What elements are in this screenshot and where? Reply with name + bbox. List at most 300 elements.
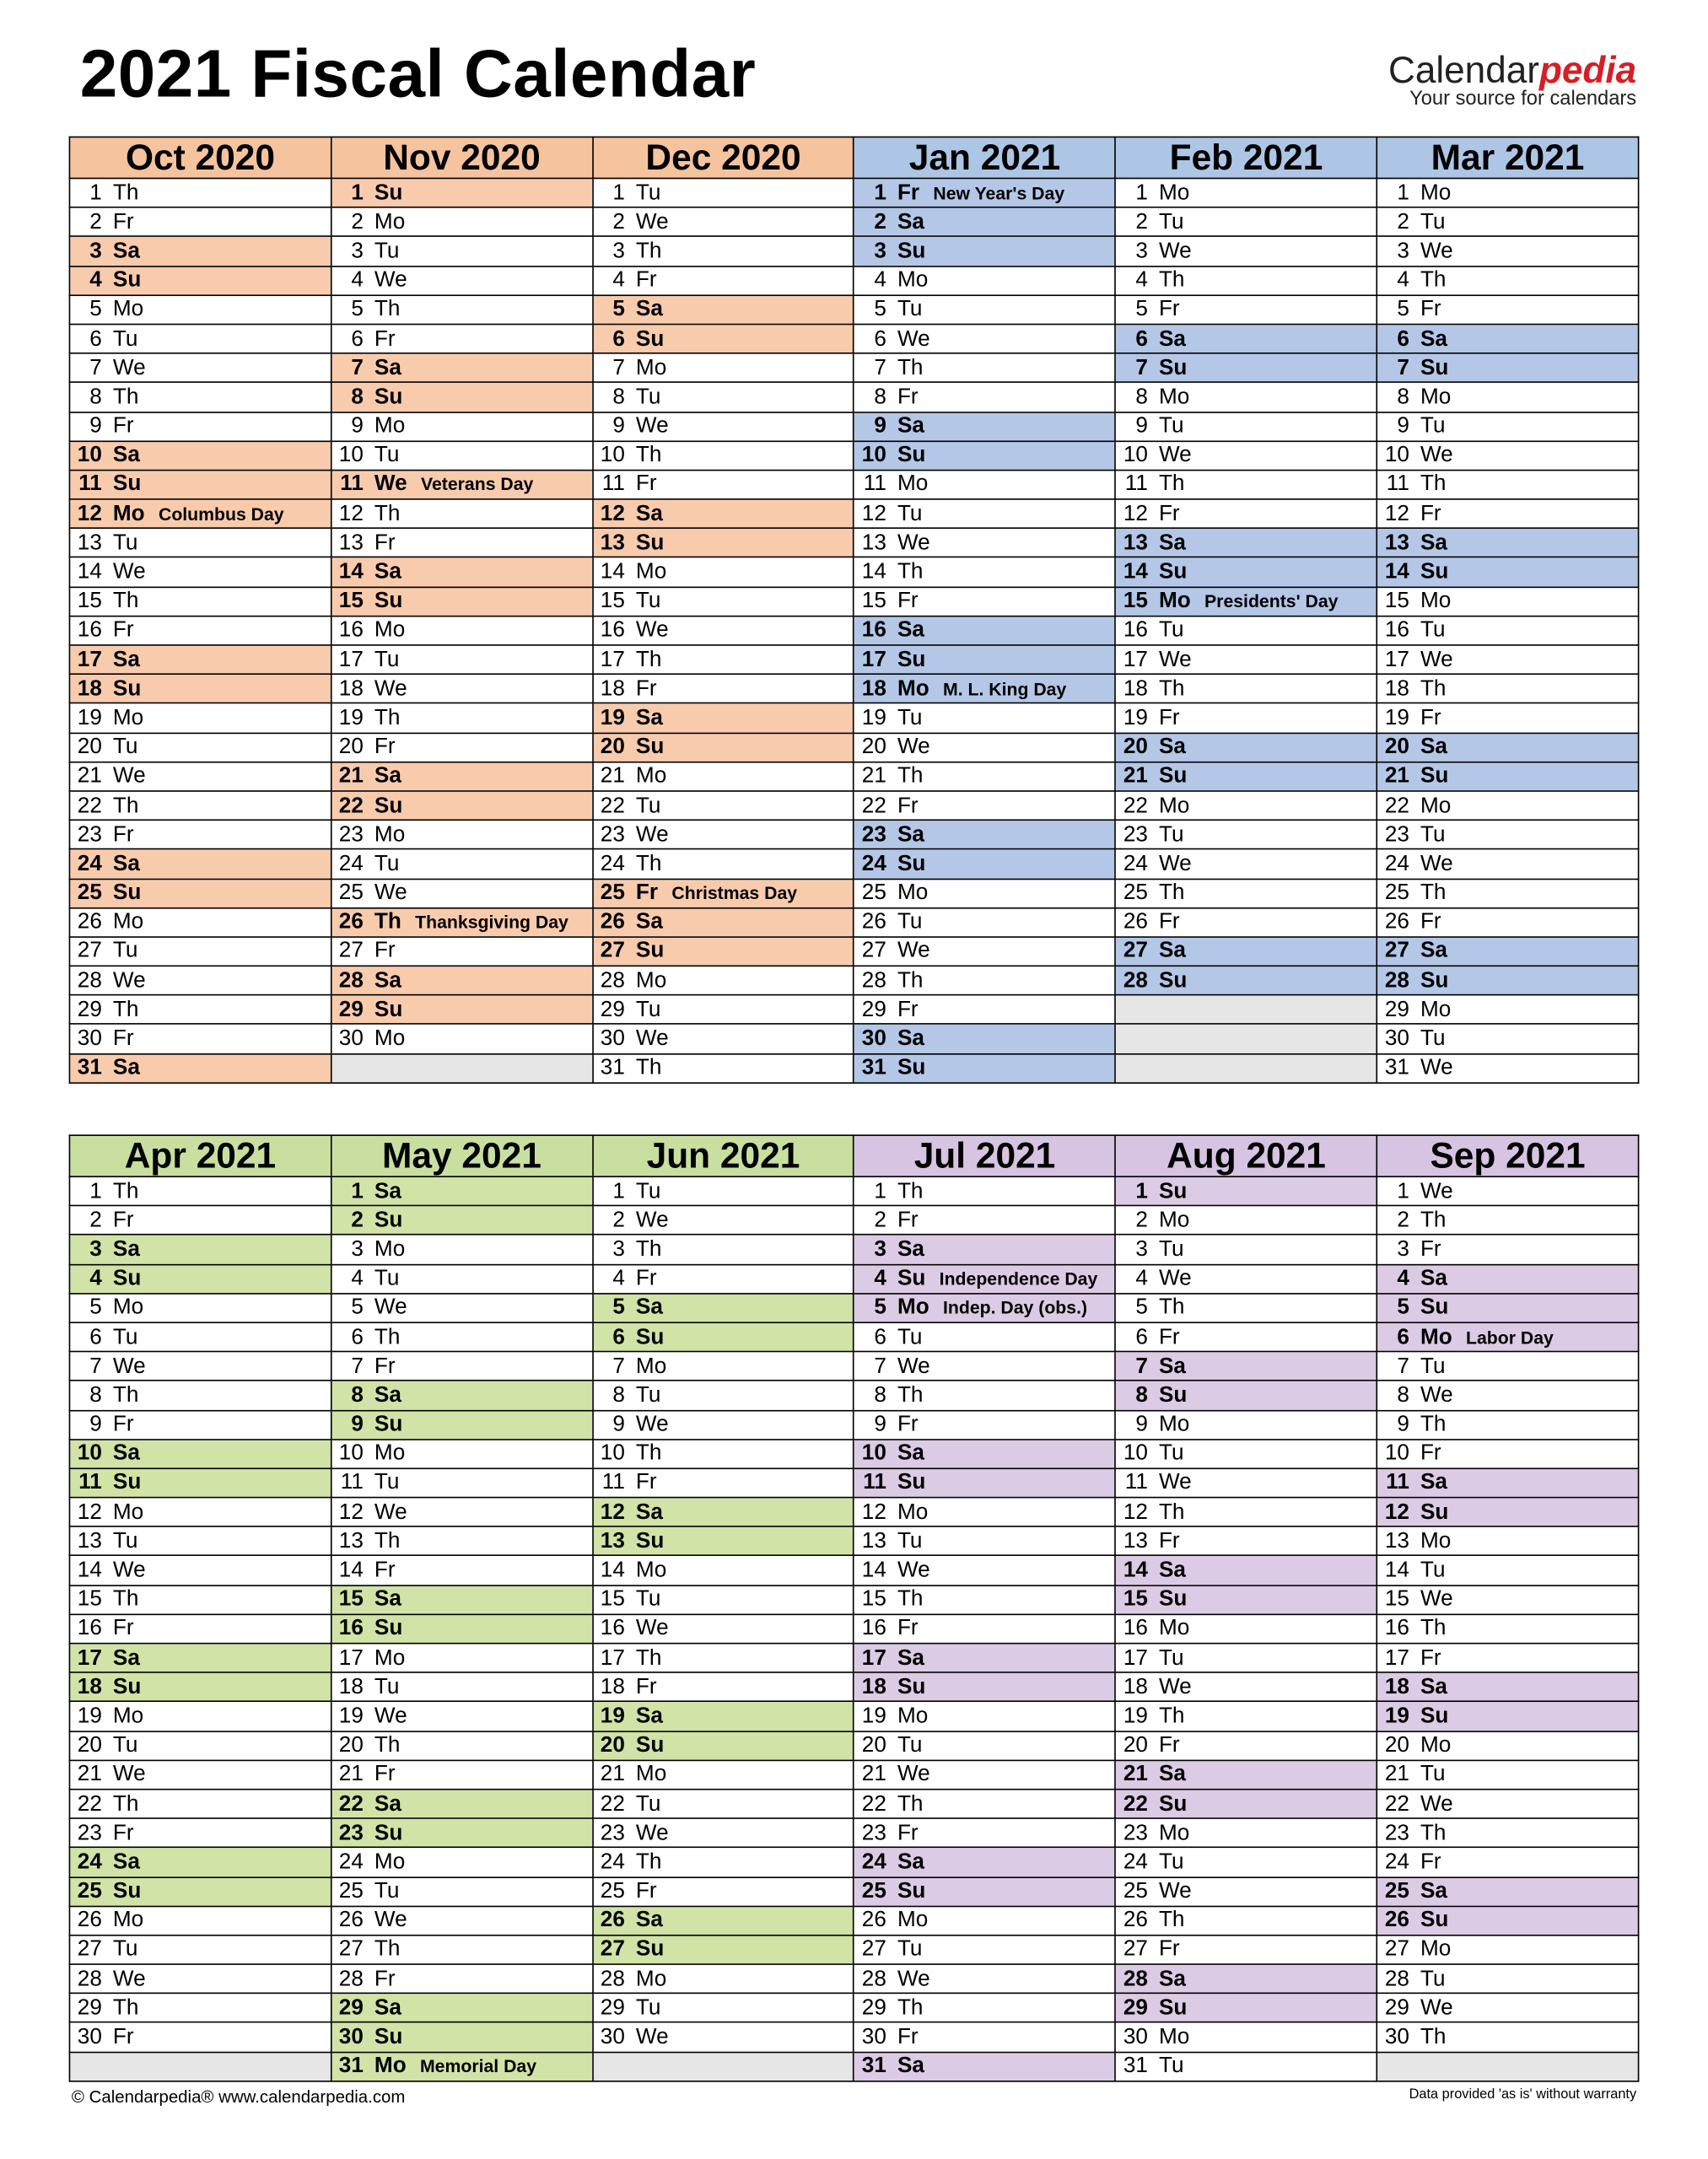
weekday-label: Sa bbox=[897, 618, 924, 643]
day-number: 8 bbox=[89, 1383, 102, 1408]
day-row bbox=[69, 1672, 1638, 1702]
day-cell bbox=[1116, 1206, 1377, 1236]
day-cell bbox=[1377, 1818, 1639, 1848]
day-number: 25 bbox=[77, 881, 102, 905]
day-number: 1 bbox=[89, 1179, 102, 1203]
weekday-label: Tu bbox=[897, 1937, 923, 1962]
day-number: 30 bbox=[338, 1027, 364, 1051]
day-row bbox=[69, 1235, 1638, 1264]
day-number: 15 bbox=[1123, 590, 1148, 613]
day-number: 10 bbox=[600, 444, 625, 467]
weekday-label: Tu bbox=[112, 735, 138, 759]
weekday-label: Fr bbox=[374, 1559, 396, 1583]
day-cell bbox=[592, 849, 854, 879]
day-row bbox=[69, 207, 1638, 237]
day-cell bbox=[331, 1585, 592, 1614]
day-number: 10 bbox=[338, 1441, 364, 1466]
weekday-label: Su bbox=[1420, 560, 1449, 584]
day-number: 19 bbox=[338, 706, 364, 730]
day-cell bbox=[1377, 1906, 1639, 1936]
day-cell bbox=[69, 1498, 331, 1527]
day-number: 20 bbox=[77, 1733, 102, 1758]
day-cell bbox=[854, 879, 1115, 908]
weekday-label: Su bbox=[897, 648, 926, 672]
day-row bbox=[69, 529, 1638, 558]
day-row bbox=[69, 966, 1638, 995]
day-cell bbox=[1377, 1352, 1639, 1381]
weekday-label: Fr bbox=[1158, 1529, 1180, 1553]
weekday-label: Su bbox=[635, 1937, 665, 1962]
weekday-label: Mo bbox=[1420, 385, 1452, 409]
weekday-label: Th bbox=[1158, 1295, 1185, 1320]
day-row bbox=[69, 2022, 1638, 2052]
brand-logo[interactable] bbox=[1388, 51, 1636, 110]
day-number: 17 bbox=[861, 1646, 886, 1670]
day-row bbox=[69, 762, 1638, 791]
weekday-label: Mo bbox=[635, 560, 667, 584]
weekday-label: Mo bbox=[1420, 794, 1452, 818]
weekday-label: Mo bbox=[374, 822, 406, 847]
day-number: 21 bbox=[600, 764, 625, 789]
weekday-label: Th bbox=[897, 1587, 924, 1612]
day-number: 9 bbox=[874, 1413, 886, 1437]
weekday-label: Su bbox=[112, 1675, 142, 1699]
weekday-label: Th bbox=[1420, 268, 1447, 293]
weekday-label: Fr bbox=[635, 1267, 657, 1291]
day-number: 3 bbox=[89, 1237, 102, 1262]
day-number: 20 bbox=[600, 735, 625, 759]
day-number: 10 bbox=[77, 444, 102, 467]
weekday-label: Th bbox=[112, 1179, 139, 1203]
day-number: 26 bbox=[1123, 1909, 1148, 1933]
weekday-label: Th bbox=[1420, 472, 1447, 497]
day-row bbox=[69, 1053, 1638, 1083]
day-cell bbox=[1377, 1264, 1639, 1294]
day-cell bbox=[854, 1906, 1115, 1936]
day-number: 18 bbox=[1123, 1675, 1148, 1699]
weekday-label: Mo bbox=[374, 618, 406, 643]
day-number: 11 bbox=[340, 472, 364, 497]
day-number: 13 bbox=[861, 1529, 886, 1553]
day-number: 8 bbox=[1135, 385, 1148, 409]
weekday-label: Mo bbox=[1158, 385, 1190, 409]
day-cell bbox=[69, 1526, 331, 1556]
weekday-label: Su bbox=[374, 2025, 403, 2049]
day-number: 29 bbox=[861, 998, 886, 1022]
day-cell bbox=[854, 266, 1115, 295]
weekday-label: Su bbox=[635, 735, 665, 759]
day-cell bbox=[331, 1439, 592, 1468]
weekday-label: Sa bbox=[374, 356, 401, 380]
day-number: 7 bbox=[1135, 356, 1148, 380]
day-cell bbox=[854, 1790, 1115, 1819]
day-number: 11 bbox=[1386, 1471, 1409, 1495]
day-cell bbox=[592, 1556, 854, 1586]
day-number: 19 bbox=[861, 706, 886, 730]
day-number: 20 bbox=[338, 735, 364, 759]
weekday-label: Sa bbox=[112, 1237, 140, 1262]
weekday-label: We bbox=[112, 968, 146, 993]
day-row bbox=[69, 353, 1638, 383]
day-cell bbox=[592, 791, 854, 821]
weekday-label: Tu bbox=[1158, 1441, 1184, 1466]
day-number: 30 bbox=[1384, 1027, 1409, 1051]
month-header-row bbox=[69, 1135, 1638, 1176]
day-cell bbox=[854, 295, 1115, 325]
day-number: 24 bbox=[1384, 852, 1409, 876]
day-number: 2 bbox=[612, 210, 625, 234]
day-cell bbox=[1116, 1848, 1377, 1877]
day-cell bbox=[1377, 820, 1639, 849]
day-cell bbox=[854, 1760, 1115, 1790]
day-cell bbox=[592, 1410, 854, 1440]
day-number: 25 bbox=[600, 1879, 625, 1903]
weekday-label: Su bbox=[374, 1617, 403, 1641]
day-number: 23 bbox=[1384, 822, 1409, 847]
weekday-label: Su bbox=[1158, 1996, 1188, 2020]
day-cell bbox=[1116, 499, 1377, 529]
weekday-label: Sa bbox=[374, 1587, 401, 1612]
weekday-label: Sa bbox=[1420, 1267, 1447, 1291]
day-cell bbox=[1377, 470, 1639, 499]
weekday-label: Tu bbox=[635, 385, 661, 409]
weekday-label: Sa bbox=[635, 1295, 663, 1320]
weekday-label: Mo bbox=[897, 1704, 929, 1728]
weekday-label: We bbox=[1158, 1471, 1192, 1495]
day-cell bbox=[69, 1672, 331, 1702]
day-cell bbox=[331, 587, 592, 616]
weekday-label: Fr bbox=[112, 1209, 134, 1232]
day-cell bbox=[1116, 879, 1377, 908]
holiday-label: Veterans Day bbox=[420, 474, 534, 495]
day-number: 2 bbox=[89, 1209, 102, 1232]
day-number: 30 bbox=[1384, 2025, 1409, 2049]
weekday-label: Sa bbox=[897, 1441, 924, 1466]
weekday-label: Mo bbox=[374, 1237, 406, 1262]
weekday-label: We bbox=[112, 1967, 146, 1991]
weekday-label: Tu bbox=[1158, 210, 1184, 234]
day-number: 18 bbox=[861, 1675, 886, 1699]
holiday-label: Independence Day bbox=[939, 1268, 1098, 1289]
day-number: 27 bbox=[600, 1937, 625, 1962]
day-number: 20 bbox=[77, 735, 102, 759]
day-cell bbox=[854, 616, 1115, 645]
day-cell bbox=[592, 703, 854, 733]
day-cell bbox=[69, 937, 331, 966]
day-number: 1 bbox=[1135, 180, 1148, 205]
day-number: 2 bbox=[1397, 210, 1409, 234]
day-number: 13 bbox=[77, 530, 102, 555]
weekday-label: Su bbox=[1420, 764, 1449, 789]
day-cell bbox=[331, 937, 592, 966]
weekday-label: Fr bbox=[112, 1617, 134, 1641]
day-number: 17 bbox=[1123, 1646, 1148, 1670]
day-number: 12 bbox=[77, 502, 102, 526]
weekday-label: Tu bbox=[112, 940, 138, 964]
month-header: Jan 2021 bbox=[854, 137, 1115, 178]
day-number: 7 bbox=[351, 356, 364, 380]
day-cell bbox=[1116, 1556, 1377, 1586]
weekday-label: Sa bbox=[897, 1027, 924, 1051]
day-number: 31 bbox=[77, 1056, 102, 1080]
day-cell bbox=[854, 237, 1115, 267]
day-cell bbox=[1377, 353, 1639, 383]
day-cell bbox=[69, 849, 331, 879]
day-cell bbox=[854, 2022, 1115, 2052]
day-cell bbox=[1116, 1760, 1377, 1790]
day-number: 12 bbox=[1384, 1500, 1409, 1524]
day-number: 4 bbox=[1397, 268, 1409, 293]
day-cell bbox=[331, 324, 592, 353]
weekday-label: We bbox=[635, 210, 669, 234]
weekday-label: Sa bbox=[112, 1056, 140, 1080]
day-number: 10 bbox=[1384, 444, 1409, 467]
weekday-label: Mo bbox=[1158, 794, 1190, 818]
weekday-label: Tu bbox=[635, 1383, 661, 1408]
day-number: 16 bbox=[77, 1617, 102, 1641]
day-cell bbox=[854, 1025, 1115, 1054]
weekday-label: Mo bbox=[897, 472, 929, 497]
weekday-label: We bbox=[1158, 240, 1192, 263]
weekday-label: Sa bbox=[897, 414, 924, 439]
weekday-label: Fr bbox=[374, 326, 396, 351]
day-cell bbox=[69, 820, 331, 849]
weekday-label: Tu bbox=[635, 590, 661, 613]
day-number: 9 bbox=[612, 414, 625, 439]
weekday-label: Fr bbox=[1420, 1237, 1441, 1262]
day-cell bbox=[854, 1936, 1115, 1965]
day-cell bbox=[331, 353, 592, 383]
weekday-label: Sa bbox=[635, 706, 663, 730]
weekday-label: Sa bbox=[112, 852, 140, 876]
day-cell bbox=[1377, 849, 1639, 879]
day-number: 10 bbox=[1384, 1441, 1409, 1466]
weekday-label: Su bbox=[1420, 1295, 1449, 1320]
day-cell bbox=[592, 1025, 854, 1054]
weekday-label: Th bbox=[1158, 268, 1185, 293]
day-row bbox=[69, 1352, 1638, 1381]
day-number: 29 bbox=[1123, 1996, 1148, 2020]
day-row bbox=[69, 1818, 1638, 1848]
weekday-label: Th bbox=[635, 1237, 662, 1262]
day-cell bbox=[592, 383, 854, 412]
day-number: 22 bbox=[1384, 1792, 1409, 1816]
day-number: 8 bbox=[89, 385, 102, 409]
weekday-label: Su bbox=[897, 1267, 926, 1291]
day-number: 16 bbox=[77, 618, 102, 643]
day-number: 29 bbox=[1384, 998, 1409, 1022]
holiday-label: Thanksgiving Day bbox=[415, 912, 568, 933]
weekday-label: Tu bbox=[112, 326, 138, 351]
empty-cell bbox=[69, 2052, 331, 2081]
day-cell bbox=[592, 1964, 854, 1994]
day-number: 20 bbox=[338, 1733, 364, 1758]
weekday-label: Mo bbox=[374, 1646, 406, 1670]
day-cell bbox=[854, 1585, 1115, 1614]
weekday-label: Sa bbox=[112, 648, 140, 672]
weekday-label: Sa bbox=[897, 2054, 924, 2079]
day-cell bbox=[854, 383, 1115, 412]
weekday-label: Sa bbox=[1158, 530, 1186, 555]
day-number: 23 bbox=[861, 1821, 886, 1845]
weekday-label: Sa bbox=[374, 560, 401, 584]
day-row bbox=[69, 1760, 1638, 1790]
day-cell bbox=[592, 645, 854, 675]
day-number: 27 bbox=[77, 940, 102, 964]
weekday-label: Fr bbox=[635, 268, 657, 293]
weekday-label: Mo bbox=[635, 356, 667, 380]
day-number: 1 bbox=[1397, 1179, 1409, 1203]
weekday-label: Su bbox=[374, 1413, 403, 1437]
day-cell bbox=[331, 1672, 592, 1702]
day-cell bbox=[592, 441, 854, 471]
weekday-label: Mo bbox=[112, 1704, 144, 1728]
day-number: 5 bbox=[351, 1295, 364, 1320]
weekday-label: Su bbox=[1158, 1383, 1188, 1408]
day-number: 20 bbox=[1123, 1733, 1148, 1758]
day-number: 20 bbox=[861, 1733, 886, 1758]
weekday-label: Tu bbox=[374, 240, 400, 263]
day-number: 19 bbox=[861, 1704, 886, 1728]
day-number: 19 bbox=[1384, 1704, 1409, 1728]
day-row bbox=[69, 470, 1638, 499]
day-number: 3 bbox=[1397, 1237, 1409, 1262]
day-number: 11 bbox=[863, 472, 886, 497]
day-cell bbox=[1377, 178, 1639, 207]
day-cell bbox=[331, 1818, 592, 1848]
day-number: 13 bbox=[1384, 530, 1409, 555]
day-cell bbox=[331, 295, 592, 325]
day-number: 12 bbox=[338, 502, 364, 526]
day-cell bbox=[1116, 849, 1377, 879]
day-cell bbox=[854, 587, 1115, 616]
weekday-label: Mo bbox=[1158, 1413, 1190, 1437]
day-number: 23 bbox=[1123, 822, 1148, 847]
day-cell bbox=[331, 966, 592, 995]
day-number: 15 bbox=[338, 1587, 364, 1612]
weekday-label: Th bbox=[1158, 1704, 1185, 1728]
day-cell bbox=[1116, 353, 1377, 383]
day-number: 6 bbox=[1397, 326, 1409, 351]
day-number: 2 bbox=[351, 210, 364, 234]
day-cell bbox=[69, 966, 331, 995]
day-number: 10 bbox=[861, 444, 886, 467]
day-number: 11 bbox=[601, 472, 625, 497]
day-number: 30 bbox=[338, 2025, 364, 2049]
day-cell bbox=[69, 616, 331, 645]
weekday-label: Fr bbox=[1420, 1850, 1441, 1874]
day-number: 17 bbox=[338, 1646, 364, 1670]
day-cell bbox=[69, 1790, 331, 1819]
weekday-label: Fr bbox=[897, 590, 919, 613]
day-number: 4 bbox=[351, 1267, 364, 1291]
day-number: 10 bbox=[600, 1441, 625, 1466]
weekday-label: Tu bbox=[374, 1267, 400, 1291]
day-number: 5 bbox=[89, 1295, 102, 1320]
day-cell bbox=[331, 1876, 592, 1906]
day-cell bbox=[69, 703, 331, 733]
day-cell bbox=[1116, 383, 1377, 412]
weekday-label: Th bbox=[1420, 2025, 1447, 2049]
day-number: 16 bbox=[600, 1617, 625, 1641]
weekday-label: Sa bbox=[374, 968, 401, 993]
day-number: 3 bbox=[351, 240, 364, 263]
day-number: 4 bbox=[351, 268, 364, 293]
day-cell bbox=[1116, 1818, 1377, 1848]
day-row bbox=[69, 1322, 1638, 1352]
day-number: 2 bbox=[1397, 1209, 1409, 1232]
weekday-label: Mo bbox=[1420, 1325, 1452, 1349]
day-number: 26 bbox=[338, 910, 364, 934]
day-cell bbox=[854, 1498, 1115, 1527]
day-number: 28 bbox=[600, 968, 625, 993]
day-cell bbox=[1377, 1790, 1639, 1819]
day-cell bbox=[331, 791, 592, 821]
day-number: 18 bbox=[77, 1675, 102, 1699]
weekday-label: Su bbox=[1158, 356, 1188, 380]
weekday-label: We bbox=[112, 1763, 146, 1787]
day-cell bbox=[592, 995, 854, 1025]
weekday-label: We bbox=[1158, 1675, 1192, 1699]
day-row bbox=[69, 995, 1638, 1025]
weekday-label: We bbox=[374, 268, 407, 293]
day-cell bbox=[331, 1410, 592, 1440]
day-cell bbox=[69, 1468, 331, 1498]
day-number: 11 bbox=[1124, 472, 1148, 497]
day-number: 3 bbox=[874, 240, 886, 263]
weekday-label: Su bbox=[112, 472, 142, 497]
day-cell bbox=[1377, 383, 1639, 412]
day-cell bbox=[592, 587, 854, 616]
day-number: 12 bbox=[338, 1500, 364, 1524]
day-number: 26 bbox=[77, 1909, 102, 1933]
weekday-label: Fr bbox=[112, 210, 134, 234]
weekday-label: Tu bbox=[635, 180, 661, 205]
day-cell bbox=[331, 1994, 592, 2023]
day-number: 6 bbox=[874, 326, 886, 351]
day-cell bbox=[1377, 1936, 1639, 1965]
weekday-label: Sa bbox=[1420, 940, 1447, 964]
day-cell bbox=[69, 1848, 331, 1877]
day-number: 27 bbox=[861, 1937, 886, 1962]
month-header: Jun 2021 bbox=[592, 1135, 854, 1176]
weekday-label: Th bbox=[897, 1996, 924, 2020]
day-number: 7 bbox=[874, 1354, 886, 1378]
day-cell bbox=[854, 1053, 1115, 1083]
day-number: 14 bbox=[861, 1559, 886, 1583]
day-number: 26 bbox=[1384, 910, 1409, 934]
day-row bbox=[69, 237, 1638, 267]
day-cell bbox=[854, 2052, 1115, 2081]
weekday-label: Mo bbox=[635, 1354, 667, 1378]
day-number: 22 bbox=[861, 1792, 886, 1816]
weekday-label: We bbox=[1420, 1056, 1453, 1080]
day-number: 31 bbox=[861, 1056, 886, 1080]
weekday-label: We bbox=[1158, 444, 1192, 467]
day-number: 22 bbox=[1123, 794, 1148, 818]
weekday-label: We bbox=[1420, 240, 1453, 263]
weekday-label: Su bbox=[1158, 1587, 1188, 1612]
day-cell bbox=[592, 1498, 854, 1527]
day-cell bbox=[69, 1410, 331, 1440]
day-row bbox=[69, 1644, 1638, 1673]
day-cell bbox=[592, 1322, 854, 1352]
weekday-label: Tu bbox=[112, 1937, 138, 1962]
day-cell bbox=[592, 1876, 854, 1906]
day-number: 30 bbox=[1123, 2025, 1148, 2049]
calendar-body bbox=[69, 1176, 1638, 2081]
weekday-label: Sa bbox=[635, 1500, 663, 1524]
